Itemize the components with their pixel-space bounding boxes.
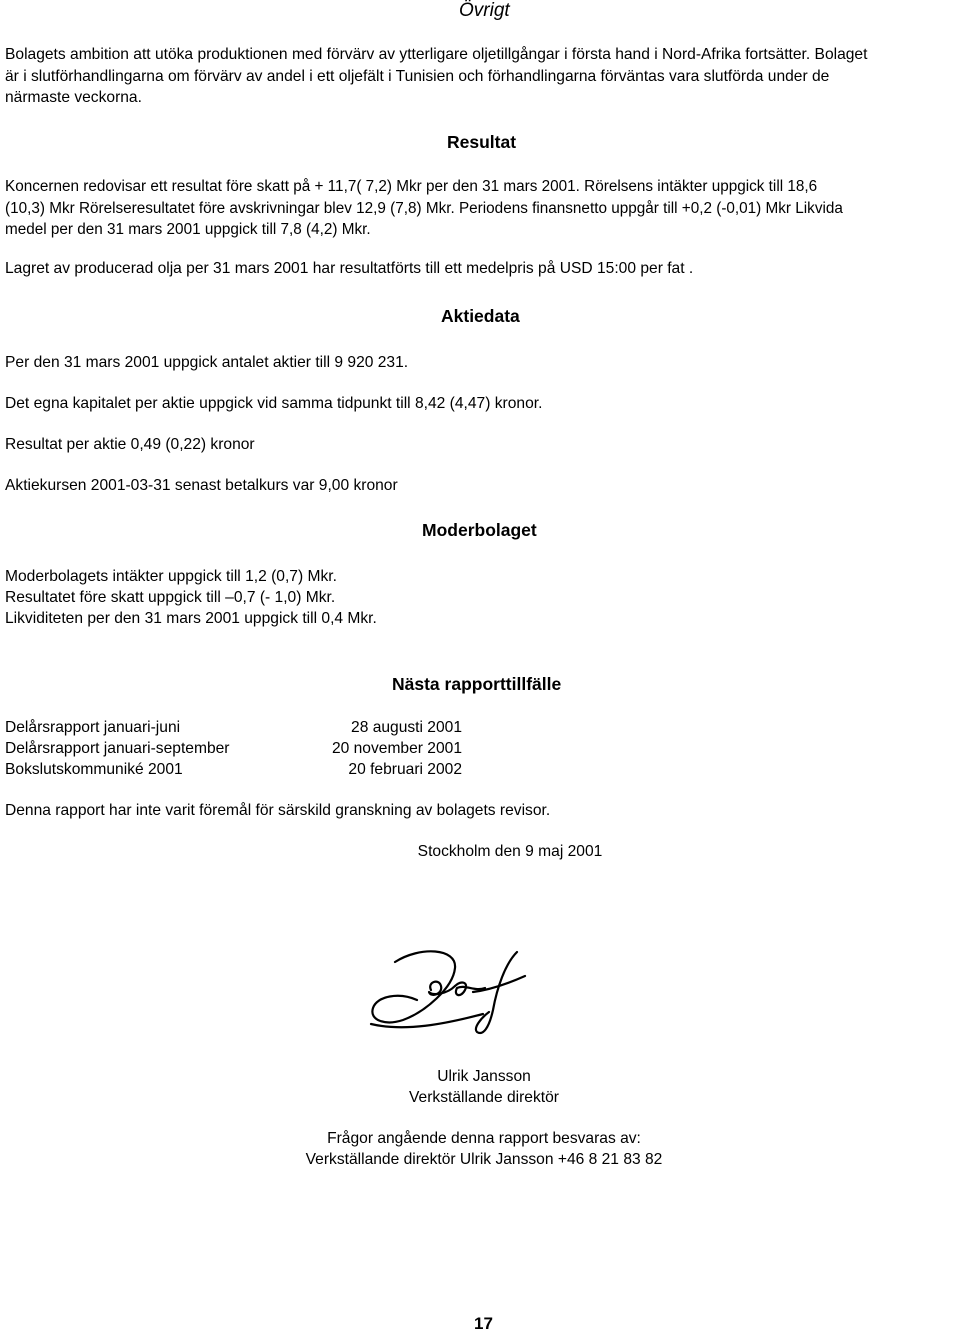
resultat-paragraph-line: Koncernen redovisar ett resultat före skatt på + 11,7( 7,2) Mkr per den 31 mars 2001. Rörelsens intäkter uppgick till 18,6	[5, 178, 818, 195]
moderbolaget-resultat: Resultatet före skatt uppgick till –0,7 (- 1,0) Mkr.	[5, 589, 336, 606]
resultat-paragraph	[5, 176, 957, 241]
moderbolaget-likviditet: Likviditeten per den 31 mars 2001 uppgick till 0,4 Mkr.	[5, 610, 377, 627]
aktiedata-antal: Per den 31 mars 2001 uppgick antalet aktier till 9 920 231.	[5, 354, 409, 371]
ovrigt-paragraph-line: närmaste veckorna.	[5, 89, 142, 106]
section-heading-ovrigt: Övrigt	[459, 0, 510, 21]
resultat-paragraph-line: (10,3) Mkr Rörelseresultatet före avskrivningar blev 12,9 (7,8) Mkr. Periodens finansnetto uppgår till +0,2 (-0,01) Mkr Likvida	[5, 199, 843, 217]
report-date: 20 november 2001	[331, 740, 462, 757]
lager-text: Lagret av producerad olja per 31 mars 2001 har resultatförts till ett medelpris på USD 15:00 per fat .	[5, 260, 694, 277]
signatory-title: Verkställande direktör	[409, 1089, 559, 1106]
section-heading-rapporttillfalle: Nästa rapporttillfälle	[392, 674, 562, 694]
section-heading-resultat: Resultat	[447, 132, 517, 152]
aktiedata-aktiekurs: Aktiekursen 2001-03-31 senast betalkurs var 9,00 kronor	[5, 477, 398, 494]
place-date: Stockholm den 9 maj 2001	[417, 843, 603, 860]
ovrigt-paragraph-line: är i slutförhandlingarna om förvärv av andel i ett oljefält i Tunisien och förhandlingarna förväntas vara slutförda under de	[5, 67, 830, 85]
ovrigt-paragraph	[5, 44, 957, 109]
revisor-note: Denna rapport har inte varit föremål för särskild granskning av bolagets revisor.	[5, 802, 551, 819]
report-label: Bokslutskommuniké 2001	[5, 761, 183, 778]
report-label: Delårsrapport januari-juni	[5, 719, 181, 736]
contact-line: Frågor angående denna rapport besvaras av:	[327, 1130, 641, 1147]
report-label: Delårsrapport januari-september	[5, 740, 230, 757]
contact-line: Verkställande direktör Ulrik Jansson +46 8 21 83 82	[305, 1151, 663, 1168]
page-number: 17	[474, 1314, 493, 1333]
moderbolaget-intakter: Moderbolagets intäkter uppgick till 1,2 (0,7) Mkr.	[5, 568, 337, 585]
section-heading-aktiedata: Aktiedata	[441, 306, 520, 326]
section-heading-moderbolaget: Moderbolaget	[422, 520, 537, 540]
ovrigt-paragraph-line: Bolagets ambition att utöka produktionen med förvärv av ytterligare oljetillgångar i första hand i Nord-Afrika fortsätter. Bolaget	[5, 46, 868, 63]
report-date: 28 augusti 2001	[351, 719, 462, 736]
resultat-paragraph-line: medel per den 31 mars 2001 uppgick till 7,8 (4,2) Mkr.	[5, 221, 371, 238]
aktiedata-eget-kapital: Det egna kapitalet per aktie uppgick vid samma tidpunkt till 8,42 (4,47) kronor.	[5, 395, 543, 412]
signature-image	[365, 940, 545, 1040]
signatory-name: Ulrik Jansson	[437, 1068, 531, 1085]
report-date: 20 februari 2002	[348, 761, 462, 778]
aktiedata-resultat-per-aktie: Resultat per aktie 0,49 (0,22) kronor	[5, 436, 255, 453]
